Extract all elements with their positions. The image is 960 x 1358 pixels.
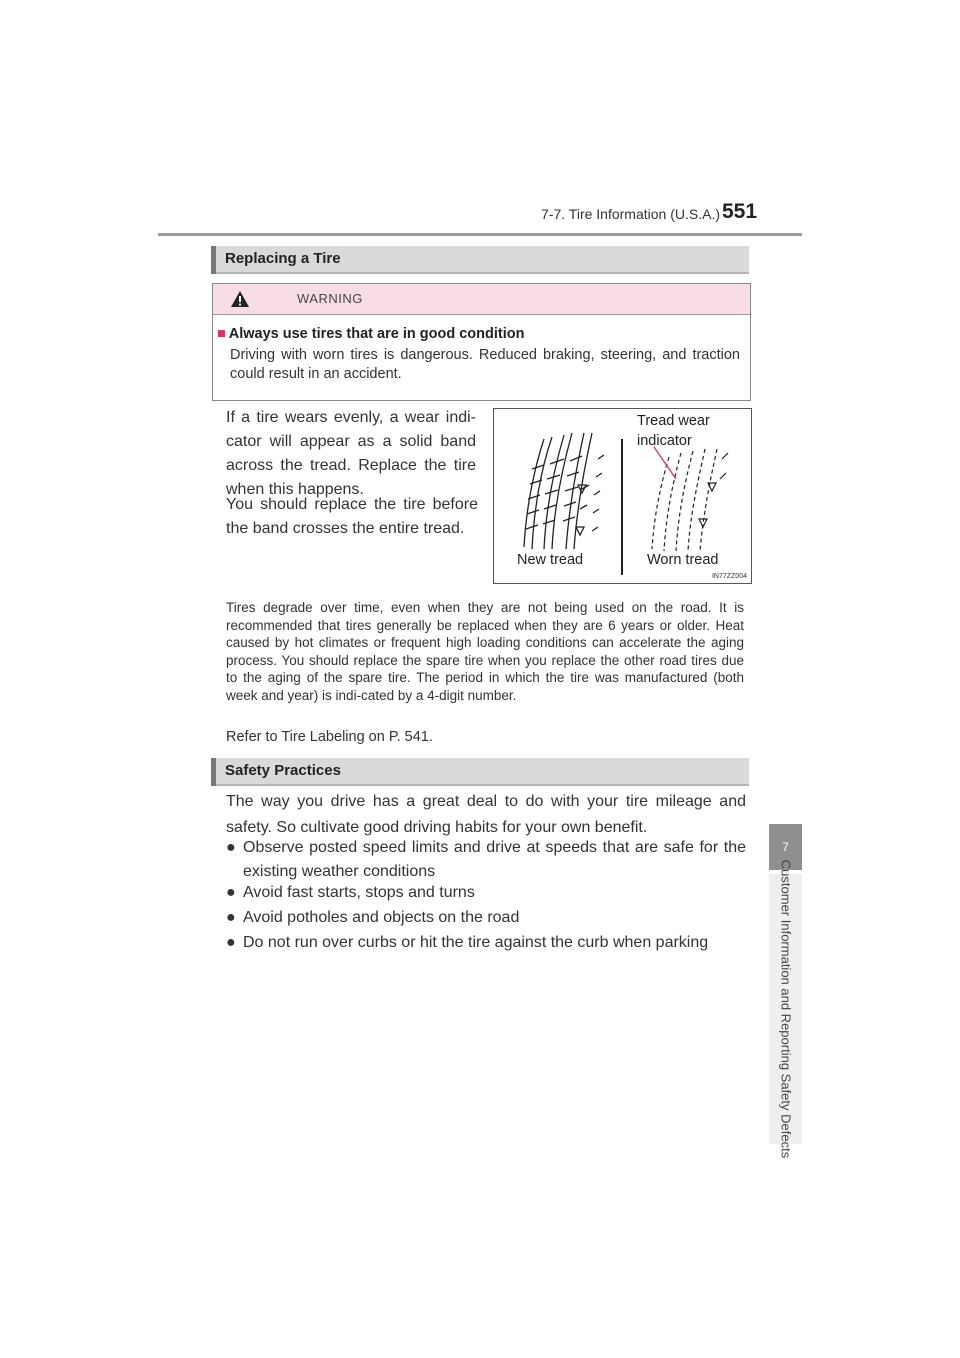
worn-tread-graphic [652, 449, 717, 551]
bullet-item [226, 836, 746, 884]
tire-labeling-reference[interactable]: Refer to Tire Labeling on P. 541. [226, 729, 433, 745]
header-rule [158, 233, 802, 236]
tread-figure [493, 408, 752, 584]
new-tread-label: New tread [517, 552, 584, 568]
wear-indicator-paragraph: If a tire wears evenly, a wear indi-cator will appear as a solid band across the tread. Replace the tire when this happens. [226, 409, 476, 498]
bullet-item [226, 906, 746, 930]
bullet-text: Do not run over curbs or hit the tire against the curb when parking [243, 934, 709, 951]
bullet-text: Observe posted speed limits and drive at speeds that are safe for the existing weather conditions [243, 839, 746, 880]
tire-aging-paragraph: Tires degrade over time, even when they are not being used on the road. It is recommended that tires generally be replaced when they are 6 years or older. Heat caused by hot climates or frequent high loading conditions can accelerate the aging process. You should replace the spare tire when you replace the other road tires due to the aging of the spare tire. The period in which the tire was manufactured (both week and year) is indi-cated by a 4-digit number. [226, 600, 744, 703]
bullet-item [226, 931, 746, 955]
bullet-text: Avoid potholes and objects on the road [243, 909, 520, 926]
section-heading-safety [211, 758, 749, 786]
section-heading-label: Replacing a Tire [225, 250, 341, 267]
warning-triangle-icon [230, 290, 250, 308]
new-tread-graphic [524, 433, 604, 549]
section-marker [211, 246, 216, 274]
bullet-dot: ● [226, 884, 236, 901]
replace-before-paragraph: You should replace the tire before the band crosses the entire tread. [226, 496, 478, 537]
bullet-text: Avoid fast starts, stops and turns [243, 884, 475, 901]
warning-title [217, 326, 524, 342]
header-section-title: 7-7. Tire Information (U.S.A.) [541, 206, 720, 222]
figure-code: IN77ZZ004 [711, 573, 747, 580]
chapter-tab-title: Customer Information and Reporting Safety Defects [778, 859, 794, 1159]
warning-header [213, 284, 750, 315]
bullet-item [226, 881, 746, 905]
warning-body: Driving with worn tires is dangerous. Reduced braking, steering, and traction could result in an accident. [230, 347, 740, 382]
safety-intro-paragraph: The way you drive has a great deal to do with your tire mileage and safety. So cultivate good driving habits for your own benefit. [226, 793, 746, 836]
bullet-dot: ● [226, 909, 236, 926]
section-heading-replacing [211, 246, 749, 274]
chapter-tab-number[interactable]: 7 [769, 824, 802, 870]
warning-title-text: Always use tires that are in good condition [228, 326, 525, 342]
tread-wear-indicator-label: Tread wear indicator [637, 413, 710, 449]
warning-title-marker: ■ [217, 326, 226, 342]
callout-line [654, 447, 676, 479]
section-marker [211, 758, 216, 786]
worn-tread-label: Worn tread [647, 552, 719, 568]
bullet-dot: ● [226, 839, 236, 856]
warning-label: WARNING [297, 291, 363, 306]
section-heading-label: Safety Practices [225, 762, 341, 779]
bullet-dot: ● [226, 934, 236, 951]
page-number: 551 [722, 200, 758, 223]
warning-box [212, 283, 751, 401]
